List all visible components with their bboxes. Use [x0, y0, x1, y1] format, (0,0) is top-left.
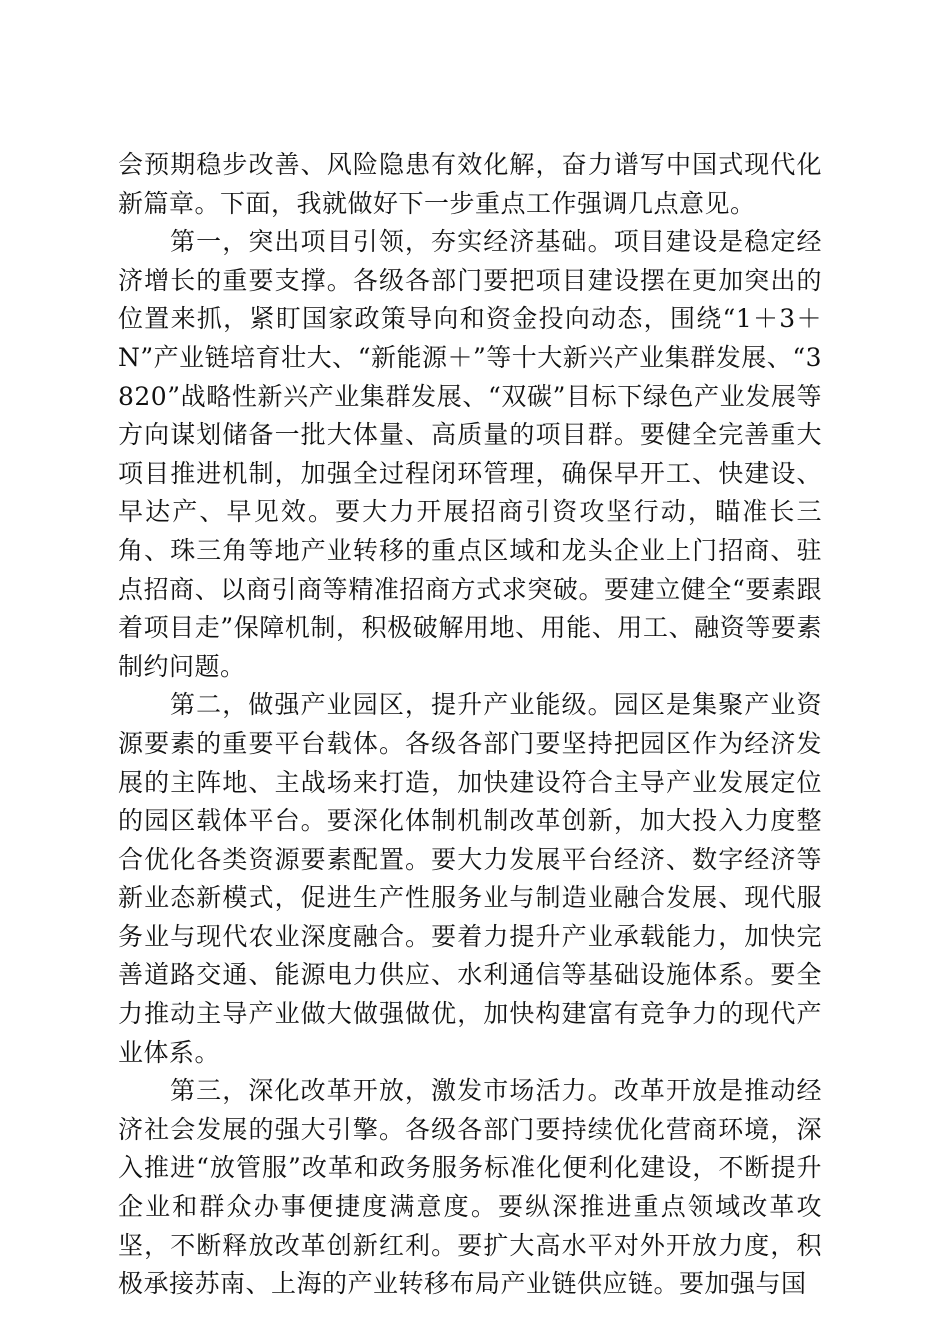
- paragraph-point-three-reform-opening: 第三，深化改革开放，激发市场活力。改革开放是推动经济社会发展的强大引擎。各级各部门要持续优化营商环境，深入推进“放管服”改革和政务服务标准化便利化建设，不断提升企业和群众办事便捷度满意度。要纵深推进重点领域改革攻坚，不断释放改革创新红利。要扩大高水平对外开放力度，积极承接苏南、上海的产业转移布局产业链供应链。要加强与国: [118, 1076, 822, 1299]
- paragraph-point-one-projects: 第一，突出项目引领，夯实经济基础。项目建设是稳定经济增长的重要支撑。各级各部门要把项目建设摆在更加突出的位置来抓，紧盯国家政策导向和资金投向动态，围绕“1＋3＋N”产业链培育壮大、“新能源＋”等十大新兴产业集群发展、“3820”战略性新兴产业集群发展、“双碳”目标下绿色产业发展等方向谋划储备一批大体量、高质量的项目群。要健全完善重大项目推进机制，加强全过程闭环管理，确保早开工、快建设、早达产、早见效。要大力开展招商引资攻坚行动，瞄准长三角、珠三角等地产业转移的重点区域和龙头企业上门招商、驻点招商、以商引商等精准招商方式求突破。要建立健全“要素跟着项目走”保障机制，积极破解用地、用能、用工、融资等要素制约问题。: [118, 227, 822, 681]
- paragraph-point-two-industrial-parks: 第二，做强产业园区，提升产业能级。园区是集聚产业资源要素的重要平台载体。各级各部门要坚持把园区作为经济发展的主阵地、主战场来打造，加快建设符合主导产业发展定位的园区载体平台。要深化体制机制改革创新，加大投入力度整合优化各类资源要素配置。要大力发展平台经济、数字经济等新业态新模式，促进生产性服务业与制造业融合发展、现代服务业与现代农业深度融合。要着力提升产业承载能力，加快完善道路交通、能源电力供应、水利通信等基础设施体系。要全力推动主导产业做大做强做优，加快构建富有竞争力的现代产业体系。: [118, 690, 822, 1067]
- paragraph-intro-continuation: 会预期稳步改善、风险隐患有效化解，奋力谱写中国式现代化新篇章。下面，我就做好下一步重点工作强调几点意见。: [118, 150, 822, 218]
- document-page: [118, 146, 822, 1304]
